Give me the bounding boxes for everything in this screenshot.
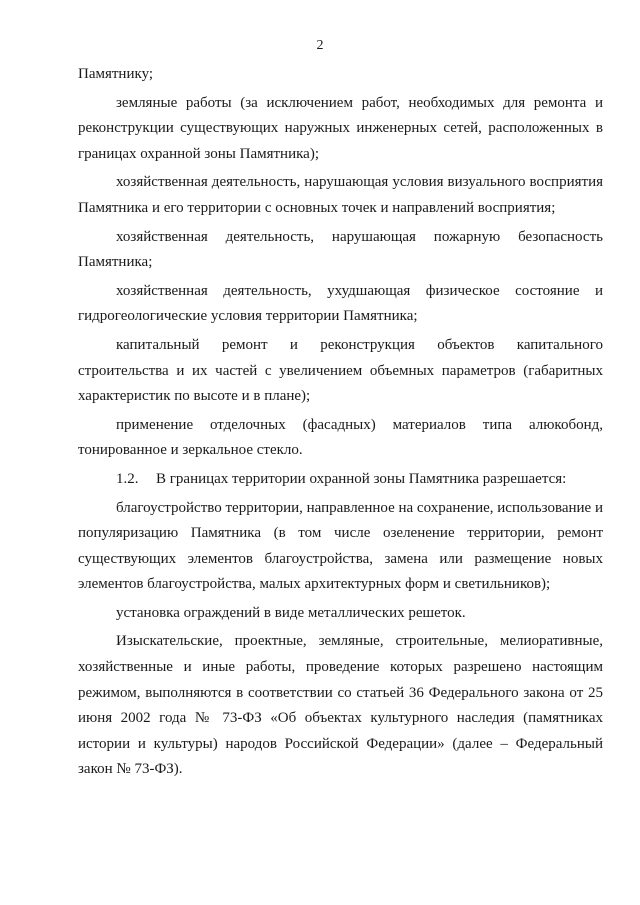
paragraph-9: благоустройство территории, направленное на сохранение, использование и популяризацию Памятника (в том числе озеленение территории, ремонт существующих элементов благоустройства, замена или размещение новых элементов благоустройства, малых архитектурных форм и светильников); (78, 499, 603, 593)
paragraph-1: Памятнику; (78, 66, 154, 82)
paragraph-10: установка ограждений в виде металлических решеток. (116, 604, 466, 621)
section-text: В границах территории охранной зоны Памятника разрешается: (156, 470, 567, 487)
section-heading-1-2 (78, 467, 603, 493)
paragraph-7: применение отделочных (фасадных) материалов типа алюкобонд, тонированное и зеркальное стекло. (78, 416, 603, 459)
paragraph-5: хозяйственная деятельность, ухудшающая физическое состояние и гидрогеологические условия территории Памятника; (78, 282, 603, 325)
paragraph-4: хозяйственная деятельность, нарушающая пожарную безопасность Памятника; (78, 228, 603, 271)
document-body (78, 62, 603, 786)
page-number: 2 (316, 38, 324, 53)
section-number: 1.2. (116, 470, 139, 487)
paragraph-11: Изыскательские, проектные, земляные, строительные, мелиоративные, хозяйственные и иные работы, проведение которых разрешено настоящим режимом, выполняются в соответствии со статьей 36 Федерального закона от 25 июня 2002 года № 73-ФЗ «Об объектах культурного наследия (памятниках истории и культуры) народов Российской Федерации» (далее – Федеральный закон № 73-ФЗ). (78, 633, 603, 778)
paragraph-6: капитальный ремонт и реконструкция объектов капитального строительства и их частей с увеличением объемных параметров (габаритных характеристик по высоте и в плане); (78, 336, 603, 405)
paragraph-3: хозяйственная деятельность, нарушающая условия визуального восприятия Памятника и его территории с основных точек и направлений восприятия; (78, 174, 603, 216)
paragraph-2: земляные работы (за исключением работ, необходимых для ремонта и реконструкции существующих наружных инженерных сетей, расположенных в границах охранной зоны Памятника); (78, 94, 603, 162)
